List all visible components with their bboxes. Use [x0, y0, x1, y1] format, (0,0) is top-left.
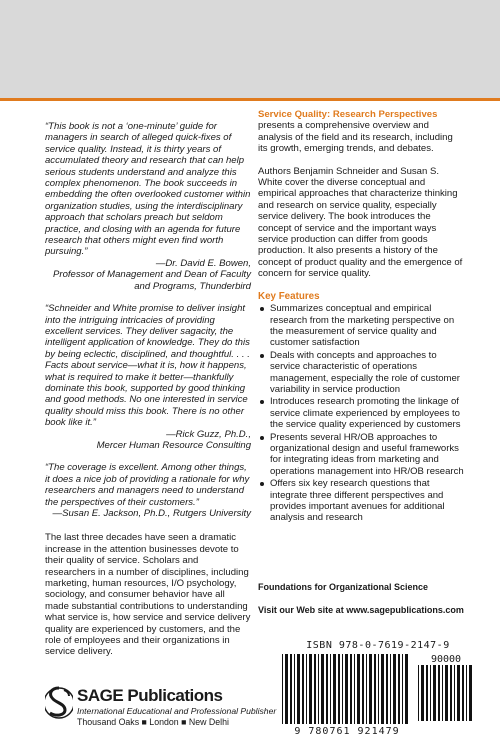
top-cover-band: [0, 0, 500, 98]
addon-bars: [418, 665, 474, 721]
barcode-bar: [326, 654, 328, 724]
barcode-bar: [433, 665, 436, 721]
barcode-bar: [462, 665, 464, 721]
barcode-bar: [457, 665, 460, 721]
barcode-bar: [350, 654, 352, 724]
barcode-bar: [309, 654, 312, 724]
barcode-bar: [294, 654, 295, 724]
list-item: Offers six key research questions that integrate three different perspectives and provides important avenues for additional analysis and research: [270, 478, 464, 524]
key-features-list: [258, 303, 464, 524]
series-name: Foundations for Organizational Science: [258, 582, 429, 592]
quote-text: “This book is not a ‘one-minute’ guide for managers in search of alleged quick-fixes of service quality. Instead, it is thirty years of accumulated theory and research that can help serious students understand and analyze this complex phenomenon. The book succeeds in embedding the often overlooked customer within organization studies, using the interdisciplinary approach that scholars preach but seldom practice, and closing with an agenda for future research that others might even find worth pursuing.”: [45, 121, 251, 258]
barcode-bar: [302, 654, 304, 724]
quote-affiliation: Professor of Management and Dean of Faculty and Programs, Thunderbird: [53, 269, 251, 292]
quote-text: “The coverage is excellent. Among other things, it does a nice job of providing a rationale for why researchers and managers need to understand the perspectives of their customers.”: [45, 462, 250, 508]
barcode-bar: [402, 654, 403, 724]
barcode-bar: [454, 665, 455, 721]
barcode-bar: [398, 654, 400, 724]
barcode-bar: [290, 654, 292, 724]
barcode-bar: [430, 665, 431, 721]
barcode-bar: [345, 654, 348, 724]
sage-logo-icon: [45, 686, 73, 720]
quote-attribution: [45, 508, 251, 519]
isbn-text: ISBN 978-0-7619-2147-9: [306, 640, 450, 651]
quote-author: —Dr. David E. Bowen,: [155, 257, 251, 269]
barcode-addon: [418, 654, 474, 726]
barcode-bar: [354, 654, 355, 724]
publisher-tagline: International Educational and Professional Publisher: [77, 706, 277, 716]
list-item: Introduces research promoting the linkage of service climate experienced by employees to the service quality experienced by customers: [270, 396, 464, 430]
barcode-bar: [374, 654, 376, 724]
right-column: [258, 109, 464, 525]
left-column: [45, 121, 251, 658]
website-link[interactable]: Visit our Web site at www.sagepublications.com: [258, 605, 464, 615]
barcode-bar: [381, 654, 384, 724]
book-title: Service Quality: Research Perspectives: [258, 109, 438, 120]
barcode-bar: [405, 654, 408, 724]
list-item: Summarizes conceptual and empirical research from the marketing perspective on the measurement of service quality and customer satisfaction: [270, 303, 464, 349]
barcode-bar: [369, 654, 372, 724]
barcode-bars: [282, 654, 412, 724]
addon-number: 90000: [430, 654, 462, 665]
barcode-bar: [314, 654, 316, 724]
barcode: [280, 640, 476, 738]
publisher-logo: [45, 686, 285, 736]
quote-1: [45, 121, 251, 292]
barcode-bar: [390, 654, 391, 724]
ean-number: 9 780761 921479: [294, 726, 400, 737]
barcode-bar: [469, 665, 472, 721]
barcode-bar: [333, 654, 336, 724]
barcode-bar: [378, 654, 379, 724]
quote-author: —Susan E. Jackson, Ph.D.,: [52, 508, 171, 519]
barcode-bar: [357, 654, 360, 724]
list-item: Deals with concepts and approaches to service characteristic of operations management, especially the role of customer variability in service production: [270, 350, 464, 396]
barcode-bar: [438, 665, 440, 721]
barcode-bar: [386, 654, 388, 724]
barcode-bar: [445, 665, 448, 721]
quote-2: [45, 303, 251, 451]
barcode-bar: [466, 665, 467, 721]
description-paragraph-1: The last three decades have seen a dramatic increase in the attention businesses devote to their quality of service. Scholars and researchers in a number of disciplines, including marketing, human resources, I/O psychology, sociology, and consumer behavior have all made substantial contributions to understanding what service is, how service and service delivery quality are experienced by customers, and the role of employees and their organizations in service delivery.: [45, 532, 251, 658]
barcode-bar: [450, 665, 452, 721]
accent-stripe: [0, 98, 500, 101]
quote-affiliation: Mercer Human Resource Consulting: [96, 439, 251, 451]
barcode-bar: [366, 654, 367, 724]
barcode-bar: [297, 654, 300, 724]
quote-affiliation: Rutgers University: [173, 508, 251, 519]
barcode-bar: [393, 654, 396, 724]
barcode-bar: [342, 654, 343, 724]
barcode-bar: [426, 665, 428, 721]
publisher-cities: Thousand Oaks ■ London ■ New Delhi: [77, 717, 229, 727]
barcode-bar: [338, 654, 340, 724]
barcode-bar: [318, 654, 319, 724]
description-tail: presents a comprehensive overview and analysis of the field and its research, including its growth, emerging trends, and debates.: [258, 120, 453, 155]
list-item: Presents several HR/OB approaches to organizational design and useful frameworks for integrating ideas from marketing and operations management into HR/OB research: [270, 431, 464, 477]
barcode-bar: [418, 665, 419, 721]
barcode-bar: [285, 654, 288, 724]
quote-text: “Schneider and White promise to deliver insight into the intriguing intricacies of providing excellent services. They deliver sagacity, the intelligent application of knowledge. They do this by being eclectic, disciplined, and thoughtful. . . . Facts about service—what it is, how it happens, what is required to make it better—thankfully dominate this book, supported by good thinking and good methods. No one interested in service quality should miss this book. There is no other book like it.”: [45, 303, 250, 429]
key-features-heading: Key Features: [258, 290, 320, 302]
description-paragraph-1-continued: [258, 109, 464, 155]
barcode-bar: [362, 654, 364, 724]
barcode-bar: [421, 665, 424, 721]
barcode-bar: [442, 665, 443, 721]
publisher-name: SAGE Publications: [77, 686, 223, 705]
description-paragraph-2: Authors Benjamin Schneider and Susan S. White cover the diverse conceptual and empirical approaches that characterize thinking and research on service quality, especially service delivery. The book introduces the concept of service and the important ways service production can differ from goods production. It also presents a history of the concept of product quality and the emergence of concern for service quality.: [258, 165, 463, 280]
barcode-bar: [321, 654, 324, 724]
barcode-bar: [306, 654, 307, 724]
quote-3: [45, 462, 251, 519]
barcode-bar: [330, 654, 331, 724]
quote-author: —Rick Guzz, Ph.D.,: [166, 428, 251, 440]
